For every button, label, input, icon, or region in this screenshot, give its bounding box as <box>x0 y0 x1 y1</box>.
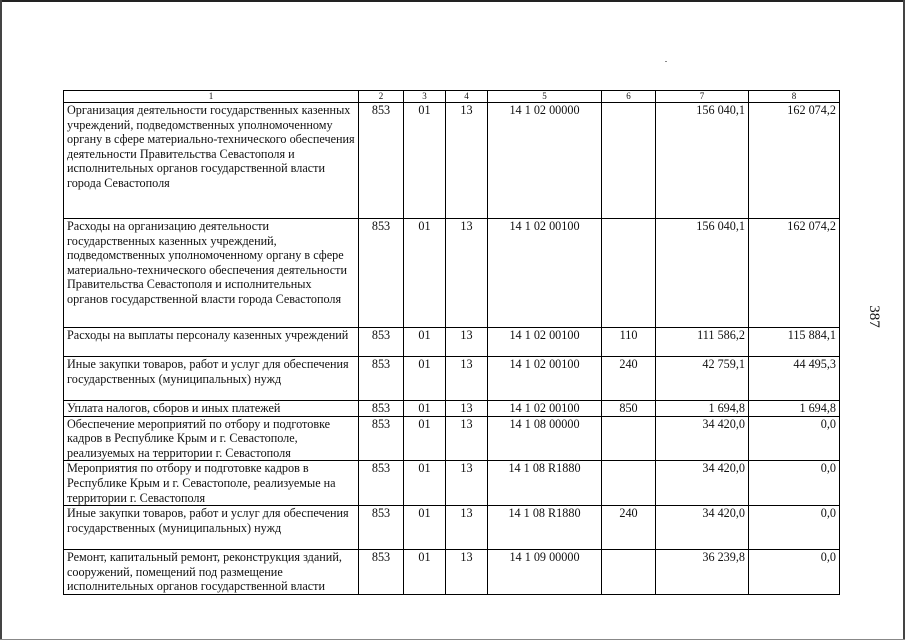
target-item-cell: 14 1 02 00100 <box>488 357 602 401</box>
subsection-code-cell: 13 <box>446 401 488 417</box>
expense-type-cell <box>602 550 656 595</box>
expense-type-cell: 110 <box>602 328 656 357</box>
budget-table <box>63 90 840 595</box>
target-item-cell: 14 1 02 00100 <box>488 328 602 357</box>
target-item-cell: 14 1 08 R1880 <box>488 461 602 506</box>
section-code-cell: 01 <box>404 357 446 401</box>
expense-type-cell <box>602 416 656 461</box>
ministry-code-cell: 853 <box>359 506 404 550</box>
expense-name-cell: Расходы на выплаты персоналу казенных учреждений <box>64 328 359 357</box>
ministry-code-cell: 853 <box>359 219 404 328</box>
section-code-cell: 01 <box>404 550 446 595</box>
column-number-header: 2 <box>359 91 404 103</box>
page-number: 387 <box>865 305 882 328</box>
ministry-code-cell: 853 <box>359 401 404 417</box>
table-row <box>64 357 840 401</box>
amount-col7-cell: 42 759,1 <box>656 357 749 401</box>
amount-col8-cell: 162 074,2 <box>749 219 840 328</box>
amount-col7-cell: 1 694,8 <box>656 401 749 417</box>
expense-name-cell: Расходы на организацию деятельности государственных казенных учреждений, подведомственных уполномоченному органу в сфере материально-технического обеспечения деятельности Правительства Севастополя и исполнительных органов государственной власти города Севастополя <box>64 219 359 328</box>
amount-col8-cell: 115 884,1 <box>749 328 840 357</box>
expense-type-cell <box>602 103 656 219</box>
column-number-header: 1 <box>64 91 359 103</box>
expense-name-cell: Иные закупки товаров, работ и услуг для обеспечения государственных (муниципальных) нужд <box>64 506 359 550</box>
target-item-cell: 14 1 02 00100 <box>488 401 602 417</box>
table-header-row <box>64 91 840 103</box>
table-row <box>64 416 840 461</box>
subsection-code-cell: 13 <box>446 506 488 550</box>
amount-col8-cell: 0,0 <box>749 461 840 506</box>
table-row <box>64 550 840 595</box>
expense-name-cell: Уплата налогов, сборов и иных платежей <box>64 401 359 417</box>
expense-type-cell <box>602 461 656 506</box>
amount-col8-cell: 44 495,3 <box>749 357 840 401</box>
subsection-code-cell: 13 <box>446 461 488 506</box>
section-code-cell: 01 <box>404 401 446 417</box>
subsection-code-cell: 13 <box>446 357 488 401</box>
amount-col8-cell: 0,0 <box>749 506 840 550</box>
section-code-cell: 01 <box>404 328 446 357</box>
expense-name-cell: Ремонт, капитальный ремонт, реконструкция зданий, сооружений, помещений под размещение исполнительных органов государственной власти <box>64 550 359 595</box>
table-row <box>64 219 840 328</box>
amount-col7-cell: 111 586,2 <box>656 328 749 357</box>
ministry-code-cell: 853 <box>359 550 404 595</box>
column-number-header: 3 <box>404 91 446 103</box>
column-number-header: 8 <box>749 91 840 103</box>
target-item-cell: 14 1 02 00100 <box>488 219 602 328</box>
amount-col8-cell: 162 074,2 <box>749 103 840 219</box>
subsection-code-cell: 13 <box>446 416 488 461</box>
column-number-header: 4 <box>446 91 488 103</box>
ministry-code-cell: 853 <box>359 416 404 461</box>
table-row <box>64 461 840 506</box>
column-number-header: 6 <box>602 91 656 103</box>
amount-col7-cell: 34 420,0 <box>656 461 749 506</box>
target-item-cell: 14 1 08 00000 <box>488 416 602 461</box>
section-code-cell: 01 <box>404 103 446 219</box>
section-code-cell: 01 <box>404 219 446 328</box>
amount-col7-cell: 34 420,0 <box>656 416 749 461</box>
subsection-code-cell: 13 <box>446 550 488 595</box>
column-number-header: 5 <box>488 91 602 103</box>
target-item-cell: 14 1 08 R1880 <box>488 506 602 550</box>
expense-type-cell: 240 <box>602 357 656 401</box>
section-code-cell: 01 <box>404 506 446 550</box>
expense-name-cell: Организация деятельности государственных казенных учреждений, подведомственных уполномоченному органу в сфере материально-технического обеспечения деятельности Правительства Севастополя и исполнительных органов государственной власти города Севастополя <box>64 103 359 219</box>
expense-name-cell: Обеспечение мероприятий по отбору и подготовке кадров в Республике Крым и г. Севастополе, реализуемых на территории г. Севастополя <box>64 416 359 461</box>
amount-col8-cell: 0,0 <box>749 550 840 595</box>
ministry-code-cell: 853 <box>359 461 404 506</box>
ministry-code-cell: 853 <box>359 103 404 219</box>
ministry-code-cell: 853 <box>359 357 404 401</box>
amount-col7-cell: 36 239,8 <box>656 550 749 595</box>
table-row <box>64 103 840 219</box>
section-code-cell: 01 <box>404 416 446 461</box>
expense-type-cell: 240 <box>602 506 656 550</box>
page-top-edge <box>0 0 905 2</box>
subsection-code-cell: 13 <box>446 219 488 328</box>
amount-col7-cell: 156 040,1 <box>656 219 749 328</box>
expense-type-cell: 850 <box>602 401 656 417</box>
column-number-header: 7 <box>656 91 749 103</box>
amount-col7-cell: 156 040,1 <box>656 103 749 219</box>
section-code-cell: 01 <box>404 461 446 506</box>
table-row <box>64 401 840 417</box>
target-item-cell: 14 1 09 00000 <box>488 550 602 595</box>
expense-name-cell: Мероприятия по отбору и подготовке кадров в Республике Крым и г. Севастополе, реализуемые на территории г. Севастополя <box>64 461 359 506</box>
amount-col8-cell: 0,0 <box>749 416 840 461</box>
subsection-code-cell: 13 <box>446 328 488 357</box>
expense-name-cell: Иные закупки товаров, работ и услуг для обеспечения государственных (муниципальных) нужд <box>64 357 359 401</box>
expense-type-cell <box>602 219 656 328</box>
scan-speck <box>665 61 667 62</box>
table-row <box>64 328 840 357</box>
table-row <box>64 506 840 550</box>
page-left-edge <box>0 0 2 640</box>
target-item-cell: 14 1 02 00000 <box>488 103 602 219</box>
amount-col8-cell: 1 694,8 <box>749 401 840 417</box>
ministry-code-cell: 853 <box>359 328 404 357</box>
amount-col7-cell: 34 420,0 <box>656 506 749 550</box>
subsection-code-cell: 13 <box>446 103 488 219</box>
